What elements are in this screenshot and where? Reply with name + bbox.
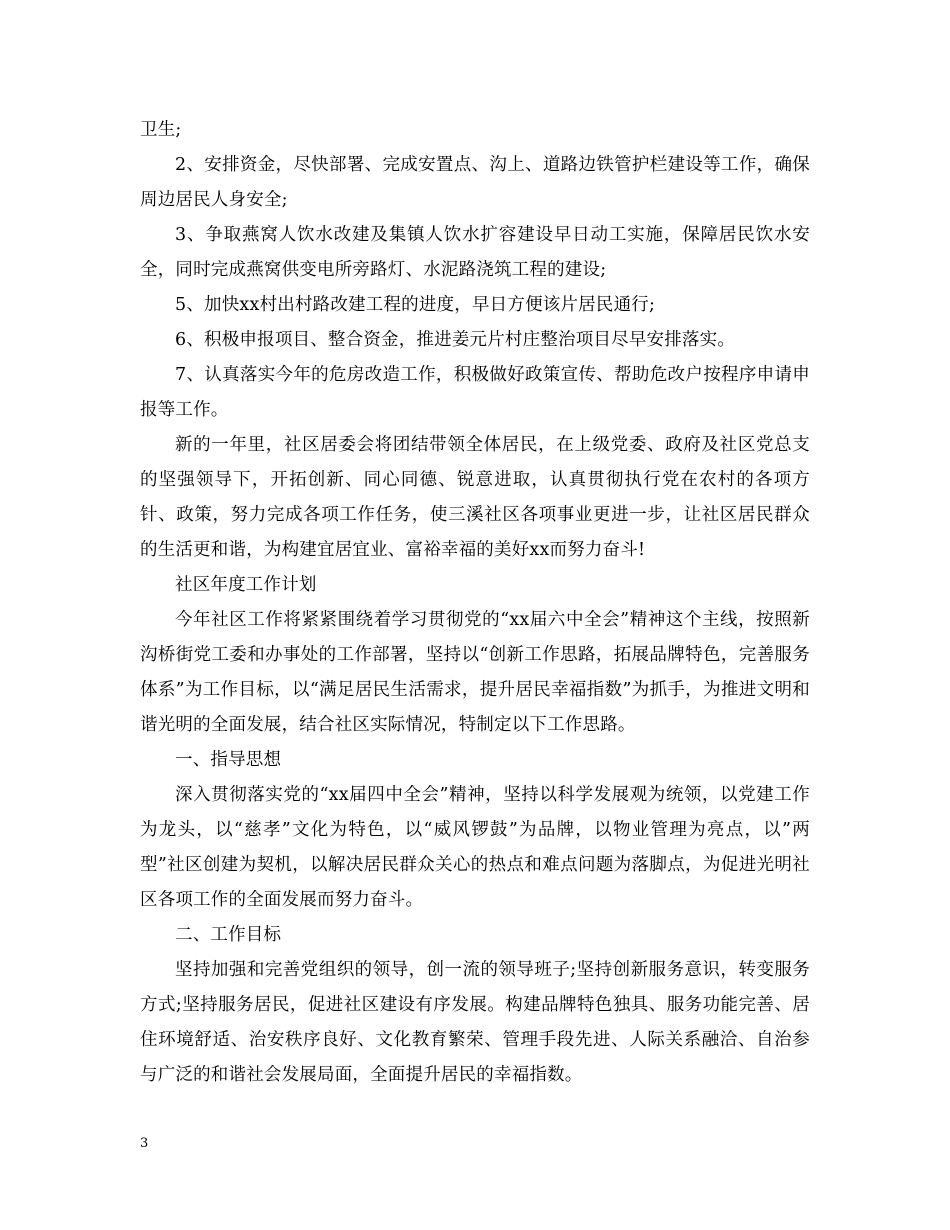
page-number: 3 (140, 1136, 149, 1151)
paragraph-7: 新的一年里，社区居委会将团结带领全体居民，在上级党委、政府及社区党总支的坚强领导下，开拓创新、同心同德、锐意进取，认真贯彻执行党在农村的各项方针、政策，努力完成各项工作任务，使三溪社区各项事业更进一步，让社区居民群众的生活更和谐，为构建宜居宜业、富裕幸福的美好xx而努力奋斗! (140, 435, 810, 560)
heading-guiding-ideology: 一、指导思想 (175, 750, 282, 770)
paragraph-1: 卫生; (140, 120, 182, 140)
paragraph-13: 坚持加强和完善党组织的领导，创一流的领导班子;坚持创新服务意识，转变服务方式;坚持服务居民，促进社区建设有序发展。构建品牌特色独具、服务功能完善、居住环境舒适、治安秩序良好、文化教育繁荣、管理手段先进、人际关系融洽、自治参与广泛的和谐社会发展局面，全面提升居民的幸福指数。 (140, 960, 810, 1085)
document-body (140, 113, 810, 1093)
paragraph-5: 6、积极申报项目、整合资金，推进姜元片村庄整治项目尽早安排落实。 (175, 330, 736, 350)
paragraph-3: 3、争取燕窝人饮水改建及集镇人饮水扩容建设早日动工实施，保障居民饮水安全，同时完成燕窝供变电所旁路灯、水泥路浇筑工程的建设; (140, 225, 810, 280)
paragraph-4: 5、加快xx村出村路改建工程的进度，早日方便该片居民通行; (175, 295, 656, 315)
paragraph-11: 深入贯彻落实党的“xx届四中全会”精神，坚持以科学发展观为统领，以党建工作为龙头，以“慈孝”文化为特色，以“威风锣鼓”为品牌，以物业管理为亮点，以”两型”社区创建为契机，以解决居民群众关心的热点和难点问题为落脚点，为促进光明社区各项工作的全面发展而努力奋斗。 (140, 785, 810, 910)
section-title-plan: 社区年度工作计划 (175, 575, 317, 595)
paragraph-2: 2、安排资金，尽快部署、完成安置点、沟上、道路边铁管护栏建设等工作，确保周边居民人身安全; (140, 155, 810, 210)
paragraph-6: 7、认真落实今年的危房改造工作，积极做好政策宣传、帮助危改户按程序申请申报等工作。 (140, 365, 810, 420)
paragraph-9: 今年社区工作将紧紧围绕着学习贯彻党的“xx届六中全会”精神这个主线，按照新沟桥街党工委和办事处的工作部署，坚持以“创新工作思路，拓展品牌特色，完善服务体系”为工作目标，以“满足居民生活需求，提升居民幸福指数”为抓手，为推进文明和谐光明的全面发展，结合社区实际情况，特制定以下工作思路。 (140, 610, 810, 735)
heading-work-goals: 二、工作目标 (175, 925, 282, 945)
